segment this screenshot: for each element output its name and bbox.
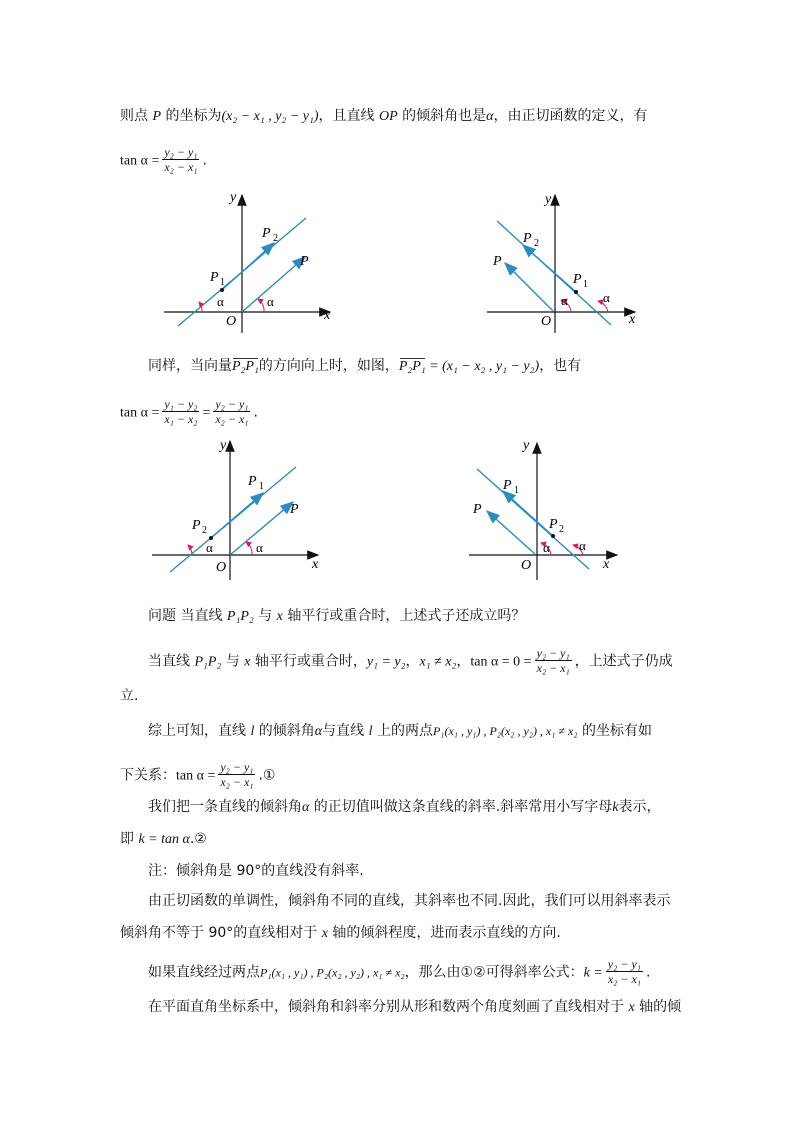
sub: 2 [273,233,278,244]
text: 与直线 [322,723,369,739]
points-expression: P₁(x₁ , y₁) , P₂(x₂ , y₂) , x₁ ≠ x₂ [432,724,578,738]
summary-line-2 [120,761,680,790]
text: 的倾斜角也是 [397,108,487,124]
text: ， [405,653,420,670]
eq-lhs: tan α = [120,153,160,169]
math-x: x [321,926,328,941]
text: 轴平行或重合时， [250,653,367,670]
numerator: y₂ − y₁ [220,760,254,774]
text: 轴平行或重合时，上述式子还成立吗？ [282,608,526,624]
text: 即 [120,831,139,847]
definition-line-1 [148,797,708,818]
point-p1 [220,288,224,292]
numerator: y₂ − y₁ [536,646,570,660]
text: 的坐标为 [161,108,222,124]
text: 注：倾斜角是 90°的直线没有斜率. [148,863,364,879]
text: ，上述式子仍成 [574,653,673,670]
text: 轴的倾 [634,999,682,1015]
text: ， [456,653,471,670]
summary-line-1 [148,721,708,742]
math-l: l [368,724,373,739]
denominator: x₂ − x₁ [215,412,249,426]
line-p1p2 [477,469,589,569]
alpha-label: α [579,538,586,553]
sub: 1 [583,279,588,290]
vector-p1p2 [223,243,274,289]
numerator: y₁ − y₂ [164,397,198,411]
sub: 1 [514,485,519,496]
text: 表示， [618,799,661,815]
label-p1: P [210,270,219,285]
label-p1: P [573,272,582,287]
sub: 1 [259,481,264,492]
math-x: x [276,609,283,624]
alpha-label: α [256,540,263,555]
eq-lhs: tan α = [120,405,160,421]
text: . [253,404,258,421]
label-p: P [493,254,502,269]
label-p2: P [262,226,271,241]
paragraph-vector-up [148,356,708,377]
text: ，那么由①②可得斜率公式： [404,964,584,981]
alpha-label: α [561,293,568,308]
equation-2 [120,398,680,427]
figure-3 [150,435,340,585]
text: 上的两点 [372,723,433,739]
alpha-label: α [217,294,224,309]
origin-label: O [226,314,237,329]
denominator: x₂ − x₁ [164,160,198,174]
alpha-label: α [603,290,610,305]
fraction [606,957,643,986]
fraction [535,646,572,675]
label-p2: P [523,231,532,246]
mono-line-1 [148,891,708,911]
text: 如果直线经过两点 [148,964,260,981]
numerator: y₂ − y₁ [164,145,198,159]
numerator: y₂ − y₁ [607,957,641,971]
figure-1 [150,185,350,335]
alpha-label: α [267,294,274,309]
answer-line-2 [120,686,680,706]
text: 立. [120,688,139,704]
equals: = [202,405,211,421]
math-k-eq: k = tan α [138,832,190,847]
label-p1: P [248,474,257,489]
y-label: y [545,192,552,207]
mark: .② [189,831,207,847]
text: 与 [253,608,277,624]
denominator: x₂ − x₁ [607,972,641,986]
equation-1 [120,146,680,175]
text: 与 [221,653,245,670]
note [148,861,708,881]
math-alpha: α [314,724,323,739]
x-label: x [312,557,319,572]
text: . [645,964,651,981]
text: 轴的倾斜程度，进而表示直线的方向. [327,925,561,941]
text: . [202,152,207,169]
definition-line-2 [120,829,680,850]
text: 在平面直角坐标系中，倾斜角和斜率分别从形和数两个角度刻画了直线相对于 [148,999,629,1015]
figure-4 [465,435,635,585]
vector-p2p1: P₂P₁ [232,357,259,377]
coord-expression: (x₂ − x₁ , y₂ − y₁) [221,109,319,124]
figure-2 [483,185,653,335]
text: 问题 当直线 [148,608,227,624]
vector-equation: = (x₁ − x₂ , y₁ − y₂) [425,359,540,374]
vector-p1p2 [523,245,575,291]
x-label: x [324,308,331,323]
numerator: y₂ − y₁ [215,397,249,411]
text: 的倾斜角 [254,723,315,739]
text: 则点 [120,108,153,124]
denominator: x₁ − x₂ [164,412,198,426]
label-p2: P [549,517,558,532]
text: ，且直线 [318,108,379,124]
point-p1 [574,290,578,294]
mark: .① [258,767,276,784]
condition: tan α = 0 = [470,654,532,670]
label-p: P [290,502,299,517]
alpha-label: α [206,540,213,555]
angle-arc [258,299,264,312]
math-alpha: α [486,109,494,124]
formula-line [148,958,708,987]
origin-label: O [216,560,227,575]
text: 的坐标有如 [577,723,652,739]
sub: 2 [559,524,564,535]
y-label: y [523,438,530,453]
alpha-label: α [543,540,550,555]
label-p1: P [503,478,512,493]
points-expression: P₁(x₁ , y₁) , P₂(x₂ , y₂) , x₁ ≠ x₂ [260,965,405,980]
vector-p2p1 [503,491,553,536]
label-p: P [300,254,309,269]
question [148,606,708,627]
math-x: x [628,1000,635,1015]
math-x: x [244,654,251,670]
text: 倾斜角不等于 90°的直线相对于 [120,925,322,941]
last-line [148,997,708,1018]
math-l: l [250,724,255,739]
vector-p2p1 [212,493,263,537]
math-op: OP [378,109,398,124]
condition: y₁ = y₂ [366,654,406,670]
text: 同样，当向量 [148,358,232,374]
math-k: k [612,800,619,815]
fraction [162,397,199,426]
condition: x₁ ≠ x₂ [419,654,457,670]
y-label: y [230,190,237,205]
vector-op [505,263,553,311]
math-k: k = [583,965,603,981]
text: ，由正切函数的定义，有 [493,108,648,124]
text: ，也有 [539,358,582,374]
math-p: P [152,109,162,124]
text: 我们把一条直线的倾斜角 [148,799,302,815]
denominator: x₂ − x₁ [220,775,254,789]
mono-line-2 [120,923,680,944]
answer-line-1 [148,647,708,676]
sub: 2 [534,238,539,249]
label-p: P [473,502,482,517]
origin-label: O [541,314,552,329]
text: 下关系： [120,767,176,784]
denominator: x₂ − x₁ [536,661,570,675]
origin-label: O [521,558,532,573]
paragraph-point-p [120,106,680,127]
math-alpha: α [302,800,310,815]
y-label: y [220,438,227,453]
eq-lhs: tan α = [176,768,216,784]
text: 的正切值叫做这条直线的斜率.斜率常用小写字母 [309,799,613,815]
sub: 1 [220,277,225,288]
math-line: P₁P₂ [226,609,254,624]
fraction [162,145,199,174]
vector-op [487,511,535,554]
x-label: x [629,312,636,327]
point-p2 [551,534,555,538]
vector-p2p1: P₂P₁ [399,357,426,377]
math-line: P₁P₂ [194,654,222,670]
text: 综上可知，直线 [148,723,251,739]
label-p2: P [192,518,201,533]
fraction [213,397,250,426]
text: 的方向向上时，如图， [258,358,399,374]
text: 由正切函数的单调性，倾斜角不同的直线，其斜率也不同.因此，我们可以用斜率表示 [148,893,671,909]
angle-arc [246,542,252,555]
sub: 2 [202,525,207,536]
text: 当直线 [148,653,195,670]
x-label: x [603,557,610,572]
fraction [218,760,255,789]
